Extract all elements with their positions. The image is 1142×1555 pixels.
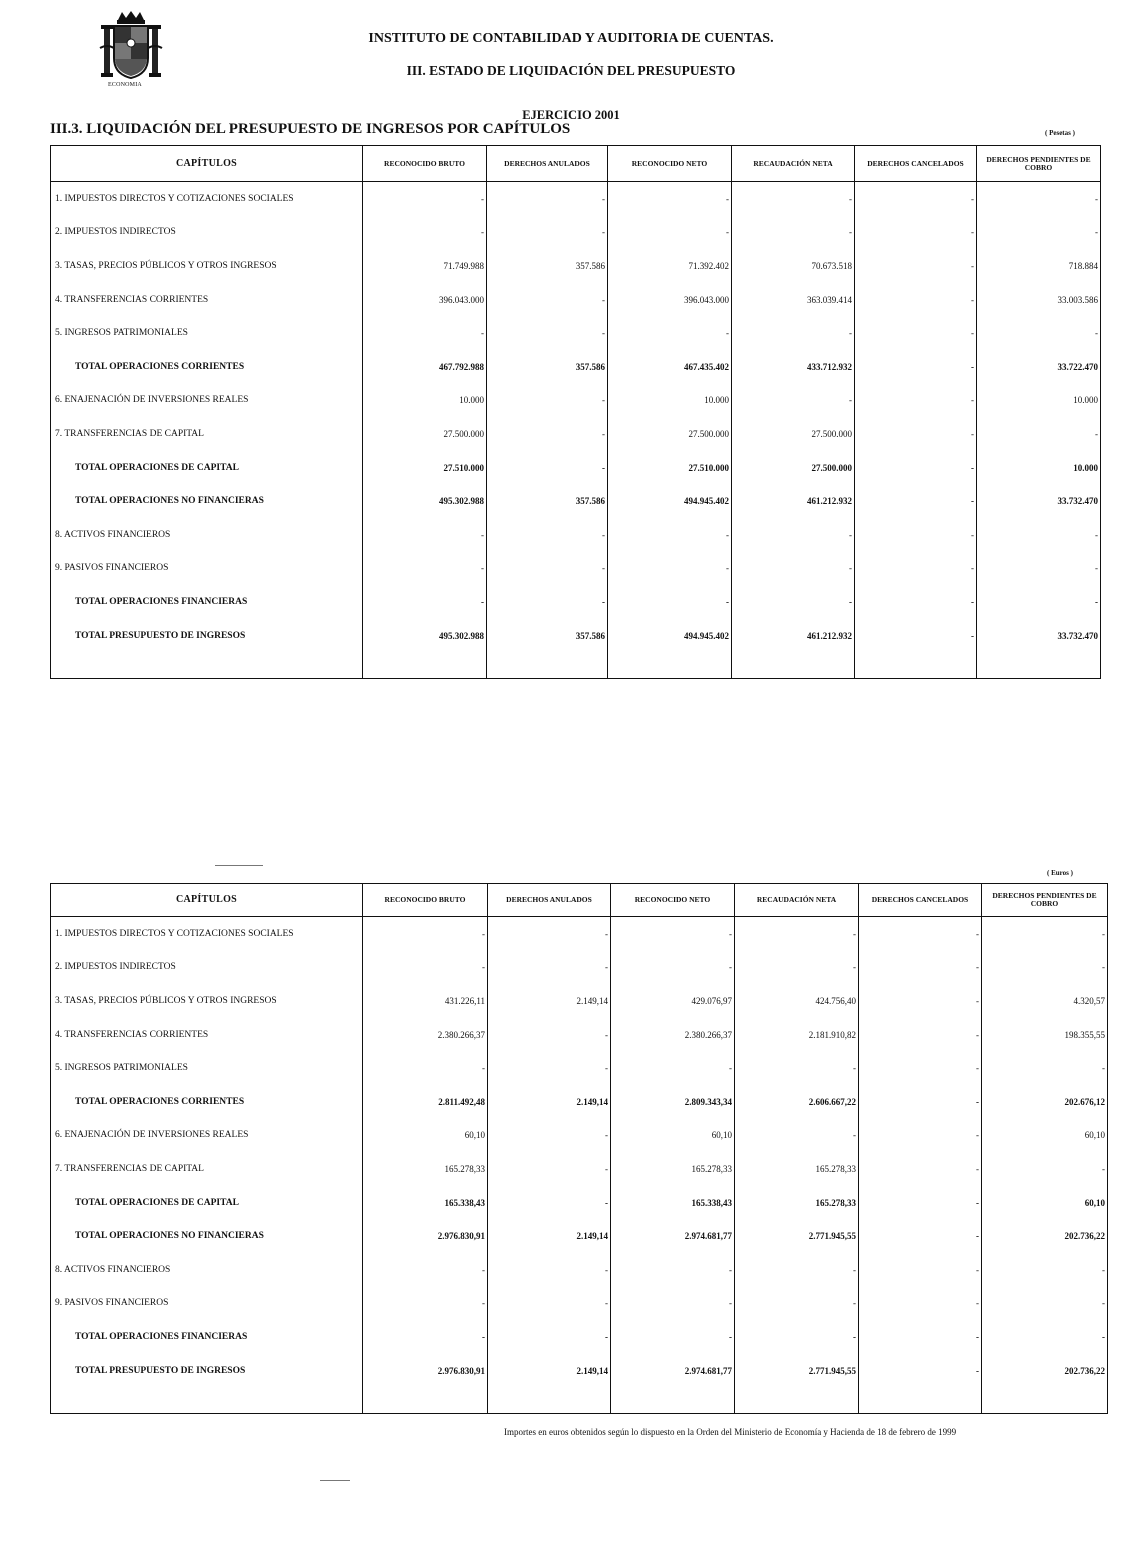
row-label: TOTAL OPERACIONES CORRIENTES — [51, 350, 363, 384]
cell-value: 60,10 — [982, 1186, 1108, 1220]
cell-value: 27.510.000 — [363, 451, 487, 485]
cell-value: 71.749.988 — [363, 249, 487, 283]
cell-value: 396.043.000 — [363, 283, 487, 317]
table-row — [51, 619, 1101, 653]
cell-value: 27.500.000 — [732, 417, 855, 451]
row-label: 3. TASAS, PRECIOS PÚBLICOS Y OTROS INGRESOS — [51, 249, 363, 283]
cell-value: - — [488, 951, 611, 985]
empty-cell — [732, 652, 855, 679]
empty-cell — [859, 1387, 982, 1414]
cell-value: - — [977, 316, 1101, 350]
cell-value: - — [363, 917, 488, 951]
cell-value: 33.732.470 — [977, 619, 1101, 653]
row-label: 5. INGRESOS PATRIMONIALES — [51, 316, 363, 350]
units-label-euros: ( Euros ) — [1047, 869, 1073, 877]
cell-value: - — [608, 182, 732, 216]
cell-value: - — [859, 1051, 982, 1085]
cell-value: - — [608, 585, 732, 619]
cell-value: - — [611, 1287, 735, 1321]
cell-value: 2.606.667,22 — [735, 1085, 859, 1119]
cell-value: 2.149,14 — [488, 1219, 611, 1253]
cell-value: 2.974.681,77 — [611, 1354, 735, 1388]
cell-value: - — [735, 1051, 859, 1085]
cell-value: - — [611, 1253, 735, 1287]
cell-value: 357.586 — [487, 619, 608, 653]
row-label: TOTAL OPERACIONES FINANCIERAS — [51, 1320, 363, 1354]
cell-value: - — [608, 316, 732, 350]
cell-value: - — [855, 283, 977, 317]
column-header-derechos-anulados: DERECHOS ANULADOS — [488, 884, 611, 917]
column-header-reconocido-bruto: RECONOCIDO BRUTO — [363, 146, 487, 182]
row-label: 7. TRANSFERENCIAS DE CAPITAL — [51, 1152, 363, 1186]
cell-value: - — [855, 350, 977, 384]
column-header-derechos-pendientes: DERECHOS PENDIENTES DE COBRO — [977, 146, 1101, 182]
row-label: TOTAL OPERACIONES CORRIENTES — [51, 1085, 363, 1119]
row-label: 8. ACTIVOS FINANCIEROS — [51, 1253, 363, 1287]
table-row — [51, 518, 1101, 552]
table-row — [51, 1253, 1108, 1287]
cell-value: - — [363, 182, 487, 216]
cell-value: 433.712.932 — [732, 350, 855, 384]
row-label: 6. ENAJENACIÓN DE INVERSIONES REALES — [51, 384, 363, 418]
scan-mark — [320, 1480, 350, 1481]
row-label: TOTAL OPERACIONES NO FINANCIERAS — [51, 484, 363, 518]
cell-value: - — [859, 1253, 982, 1287]
cell-value: 4.320,57 — [982, 984, 1108, 1018]
empty-cell — [363, 652, 487, 679]
cell-value: 429.076,97 — [611, 984, 735, 1018]
column-header-recaudacion-neta: RECAUDACIÓN NETA — [732, 146, 855, 182]
liquidation-table-euros — [50, 883, 1108, 1414]
cell-value: - — [982, 1152, 1108, 1186]
column-header-capitulos: CAPÍTULOS — [51, 146, 363, 182]
column-header-derechos-anulados: DERECHOS ANULADOS — [487, 146, 608, 182]
cell-value: - — [611, 917, 735, 951]
cell-value: - — [982, 951, 1108, 985]
cell-value: 2.976.830,91 — [363, 1354, 488, 1388]
cell-value: 396.043.000 — [608, 283, 732, 317]
row-label: 4. TRANSFERENCIAS CORRIENTES — [51, 283, 363, 317]
cell-value: - — [855, 552, 977, 586]
cell-value: 27.500.000 — [363, 417, 487, 451]
section-title: III.3. LIQUIDACIÓN DEL PRESUPUESTO DE INGRESOS POR CAPÍTULOS — [50, 121, 571, 137]
cell-value: 461.212.932 — [732, 619, 855, 653]
cell-value: - — [488, 1320, 611, 1354]
cell-value: 2.380.266,37 — [363, 1018, 488, 1052]
cell-value: 2.181.910,82 — [735, 1018, 859, 1052]
cell-value: - — [855, 316, 977, 350]
row-label: 2. IMPUESTOS INDIRECTOS — [51, 216, 363, 250]
column-header-capitulos: CAPÍTULOS — [51, 884, 363, 917]
cell-value: - — [855, 249, 977, 283]
cell-value: - — [855, 518, 977, 552]
cell-value: 10.000 — [977, 384, 1101, 418]
row-label: 1. IMPUESTOS DIRECTOS Y COTIZACIONES SOCIALES — [51, 182, 363, 216]
cell-value: 495.302.988 — [363, 484, 487, 518]
cell-value: 165.338,43 — [611, 1186, 735, 1220]
cell-value: - — [735, 1253, 859, 1287]
cell-value: - — [859, 984, 982, 1018]
cell-value: - — [487, 585, 608, 619]
row-label: 5. INGRESOS PATRIMONIALES — [51, 1051, 363, 1085]
row-label: 4. TRANSFERENCIAS CORRIENTES — [51, 1018, 363, 1052]
cell-value: 357.586 — [487, 484, 608, 518]
euro-conversion-footnote: Importes en euros obtenidos según lo dispuesto en la Orden del Ministerio de Economía y Hacienda de 18 de febrero de 1999 — [504, 1427, 957, 1437]
fiscal-year: EJERCICIO 2001 — [522, 108, 620, 122]
empty-cell — [488, 1387, 611, 1414]
cell-value: - — [859, 1219, 982, 1253]
seal-caption: ECONOMIA — [108, 82, 142, 88]
cell-value: 467.792.988 — [363, 350, 487, 384]
cell-value: - — [859, 1186, 982, 1220]
table-row — [51, 1119, 1108, 1153]
cell-value: - — [732, 384, 855, 418]
empty-cell — [977, 652, 1101, 679]
cell-value: - — [977, 417, 1101, 451]
column-header-reconocido-neto: RECONOCIDO NETO — [611, 884, 735, 917]
cell-value: 202.736,22 — [982, 1219, 1108, 1253]
cell-value: - — [608, 518, 732, 552]
column-header-reconocido-neto: RECONOCIDO NETO — [608, 146, 732, 182]
cell-value: 10.000 — [608, 384, 732, 418]
liquidation-table-pesetas — [50, 145, 1101, 679]
table-body — [51, 917, 1108, 1414]
cell-value: 431.226,11 — [363, 984, 488, 1018]
row-label: TOTAL OPERACIONES NO FINANCIERAS — [51, 1219, 363, 1253]
row-label: 9. PASIVOS FINANCIEROS — [51, 552, 363, 586]
cell-value: - — [488, 917, 611, 951]
cell-value: 2.771.945,55 — [735, 1354, 859, 1388]
cell-value: - — [487, 283, 608, 317]
cell-value: - — [732, 316, 855, 350]
cell-value: - — [859, 951, 982, 985]
cell-value: 2.380.266,37 — [611, 1018, 735, 1052]
column-header-reconocido-bruto: RECONOCIDO BRUTO — [363, 884, 488, 917]
coat-of-arms-logo — [96, 10, 166, 92]
cell-value: - — [487, 552, 608, 586]
cell-value: 165.278,33 — [735, 1152, 859, 1186]
cell-value: - — [855, 484, 977, 518]
cell-value: - — [363, 1051, 488, 1085]
cell-value: 2.149,14 — [488, 984, 611, 1018]
row-label: TOTAL OPERACIONES FINANCIERAS — [51, 585, 363, 619]
cell-value: - — [855, 585, 977, 619]
table-row — [51, 984, 1108, 1018]
row-label: TOTAL OPERACIONES DE CAPITAL — [51, 1186, 363, 1220]
cell-value: - — [732, 552, 855, 586]
row-label: 6. ENAJENACIÓN DE INVERSIONES REALES — [51, 1119, 363, 1153]
cell-value: - — [982, 1051, 1108, 1085]
cell-value: 357.586 — [487, 350, 608, 384]
cell-value: - — [977, 585, 1101, 619]
table-row — [51, 1354, 1108, 1388]
table-spacer-row — [51, 1387, 1108, 1414]
table-row — [51, 951, 1108, 985]
cell-value: - — [488, 1186, 611, 1220]
empty-cell — [487, 652, 608, 679]
cell-value: - — [732, 585, 855, 619]
table-row — [51, 1085, 1108, 1119]
row-label: 8. ACTIVOS FINANCIEROS — [51, 518, 363, 552]
cell-value: - — [977, 552, 1101, 586]
cell-value: - — [487, 384, 608, 418]
units-label-pesetas: ( Pesetas ) — [1045, 129, 1075, 137]
cell-value: - — [488, 1119, 611, 1153]
cell-value: - — [363, 1320, 488, 1354]
cell-value: - — [855, 384, 977, 418]
cell-value: - — [859, 1085, 982, 1119]
cell-value: - — [735, 1119, 859, 1153]
empty-cell — [855, 652, 977, 679]
cell-value: 467.435.402 — [608, 350, 732, 384]
row-label: 1. IMPUESTOS DIRECTOS Y COTIZACIONES SOCIALES — [51, 917, 363, 951]
cell-value: - — [363, 951, 488, 985]
cell-value: - — [488, 1287, 611, 1321]
cell-value: - — [732, 518, 855, 552]
institute-title: INSTITUTO DE CONTABILIDAD Y AUDITORIA DE CUENTAS. — [368, 31, 774, 46]
cell-value: 202.676,12 — [982, 1085, 1108, 1119]
cell-value: 60,10 — [611, 1119, 735, 1153]
cell-value: - — [363, 216, 487, 250]
table-row — [51, 283, 1101, 317]
table-row — [51, 1287, 1108, 1321]
cell-value: - — [611, 951, 735, 985]
cell-value: 33.003.586 — [977, 283, 1101, 317]
table-row — [51, 216, 1101, 250]
table-row — [51, 585, 1101, 619]
cell-value: - — [735, 917, 859, 951]
table-row — [51, 1219, 1108, 1253]
column-header-derechos-pendientes: DERECHOS PENDIENTES DE COBRO — [982, 884, 1108, 917]
cell-value: - — [855, 451, 977, 485]
cell-value: 424.756,40 — [735, 984, 859, 1018]
row-label: 3. TASAS, PRECIOS PÚBLICOS Y OTROS INGRESOS — [51, 984, 363, 1018]
cell-value: - — [859, 917, 982, 951]
cell-value: - — [735, 1287, 859, 1321]
table-row — [51, 249, 1101, 283]
cell-value: 10.000 — [363, 384, 487, 418]
cell-value: - — [855, 216, 977, 250]
cell-value: 2.149,14 — [488, 1085, 611, 1119]
cell-value: - — [488, 1253, 611, 1287]
cell-value: 27.500.000 — [608, 417, 732, 451]
column-header-derechos-cancelados: DERECHOS CANCELADOS — [855, 146, 977, 182]
cell-value: - — [608, 552, 732, 586]
cell-value: - — [977, 518, 1101, 552]
cell-value: 27.500.000 — [732, 451, 855, 485]
table-row — [51, 451, 1101, 485]
cell-value: - — [363, 552, 487, 586]
table-row — [51, 552, 1101, 586]
statement-title: III. ESTADO DE LIQUIDACIÓN DEL PRESUPUESTO — [406, 63, 736, 78]
cell-value: 71.392.402 — [608, 249, 732, 283]
cell-value: - — [363, 1287, 488, 1321]
table-row — [51, 316, 1101, 350]
cell-value: 10.000 — [977, 451, 1101, 485]
cell-value: - — [487, 216, 608, 250]
cell-value: 70.673.518 — [732, 249, 855, 283]
cell-value: 494.945.402 — [608, 619, 732, 653]
table-row — [51, 182, 1101, 216]
cell-value: - — [608, 216, 732, 250]
cell-value: 495.302.988 — [363, 619, 487, 653]
table-spacer-row — [51, 652, 1101, 679]
cell-value: - — [611, 1051, 735, 1085]
cell-value: - — [363, 1253, 488, 1287]
scan-mark — [215, 865, 263, 866]
cell-value: 2.976.830,91 — [363, 1219, 488, 1253]
empty-cell — [51, 1387, 363, 1414]
table-row — [51, 417, 1101, 451]
cell-value: - — [855, 417, 977, 451]
cell-value: - — [982, 1320, 1108, 1354]
cell-value: 2.974.681,77 — [611, 1219, 735, 1253]
cell-value: - — [735, 951, 859, 985]
cell-value: - — [611, 1320, 735, 1354]
empty-cell — [363, 1387, 488, 1414]
cell-value: 60,10 — [363, 1119, 488, 1153]
column-header-derechos-cancelados: DERECHOS CANCELADOS — [859, 884, 982, 917]
cell-value: 494.945.402 — [608, 484, 732, 518]
cell-value: - — [488, 1018, 611, 1052]
row-label: 2. IMPUESTOS INDIRECTOS — [51, 951, 363, 985]
empty-cell — [735, 1387, 859, 1414]
empty-cell — [608, 652, 732, 679]
row-label: TOTAL PRESUPUESTO DE INGRESOS — [51, 1354, 363, 1388]
table-row — [51, 1152, 1108, 1186]
cell-value: 60,10 — [982, 1119, 1108, 1153]
cell-value: - — [487, 451, 608, 485]
cell-value: 33.732.470 — [977, 484, 1101, 518]
cell-value: 461.212.932 — [732, 484, 855, 518]
cell-value: - — [977, 216, 1101, 250]
cell-value: 357.586 — [487, 249, 608, 283]
cell-value: 165.278,33 — [735, 1186, 859, 1220]
cell-value: - — [363, 585, 487, 619]
cell-value: - — [855, 619, 977, 653]
cell-value: 202.736,22 — [982, 1354, 1108, 1388]
table-row — [51, 917, 1108, 951]
cell-value: 165.278,33 — [611, 1152, 735, 1186]
cell-value: 2.149,14 — [488, 1354, 611, 1388]
cell-value: - — [363, 316, 487, 350]
cell-value: - — [859, 1018, 982, 1052]
row-label: TOTAL PRESUPUESTO DE INGRESOS — [51, 619, 363, 653]
table-row — [51, 1018, 1108, 1052]
column-header-recaudacion-neta: RECAUDACIÓN NETA — [735, 884, 859, 917]
empty-cell — [611, 1387, 735, 1414]
cell-value: - — [982, 1253, 1108, 1287]
cell-value: 27.510.000 — [608, 451, 732, 485]
cell-value: 718.884 — [977, 249, 1101, 283]
cell-value: 33.722.470 — [977, 350, 1101, 384]
table-row — [51, 1186, 1108, 1220]
cell-value: - — [487, 518, 608, 552]
cell-value: - — [487, 417, 608, 451]
cell-value: - — [982, 917, 1108, 951]
cell-value: - — [859, 1320, 982, 1354]
empty-cell — [982, 1387, 1108, 1414]
table-row — [51, 484, 1101, 518]
cell-value: - — [859, 1119, 982, 1153]
row-label: 9. PASIVOS FINANCIEROS — [51, 1287, 363, 1321]
cell-value: 363.039.414 — [732, 283, 855, 317]
cell-value: 198.355,55 — [982, 1018, 1108, 1052]
table-row — [51, 350, 1101, 384]
cell-value: - — [732, 216, 855, 250]
cell-value: - — [859, 1152, 982, 1186]
cell-value: - — [363, 518, 487, 552]
cell-value: - — [732, 182, 855, 216]
cell-value: 165.278,33 — [363, 1152, 488, 1186]
row-label: 7. TRANSFERENCIAS DE CAPITAL — [51, 417, 363, 451]
cell-value: 2.771.945,55 — [735, 1219, 859, 1253]
cell-value: - — [859, 1354, 982, 1388]
table-row — [51, 384, 1101, 418]
cell-value: - — [977, 182, 1101, 216]
cell-value: 2.809.343,34 — [611, 1085, 735, 1119]
table-body — [51, 182, 1101, 679]
cell-value: 2.811.492,48 — [363, 1085, 488, 1119]
cell-value: - — [488, 1051, 611, 1085]
cell-value: - — [982, 1287, 1108, 1321]
cell-value: - — [859, 1287, 982, 1321]
cell-value: - — [735, 1320, 859, 1354]
table-row — [51, 1051, 1108, 1085]
cell-value: 165.338,43 — [363, 1186, 488, 1220]
empty-cell — [51, 652, 363, 679]
table-row — [51, 1320, 1108, 1354]
cell-value: - — [487, 316, 608, 350]
row-label: TOTAL OPERACIONES DE CAPITAL — [51, 451, 363, 485]
cell-value: - — [487, 182, 608, 216]
cell-value: - — [488, 1152, 611, 1186]
cell-value: - — [855, 182, 977, 216]
